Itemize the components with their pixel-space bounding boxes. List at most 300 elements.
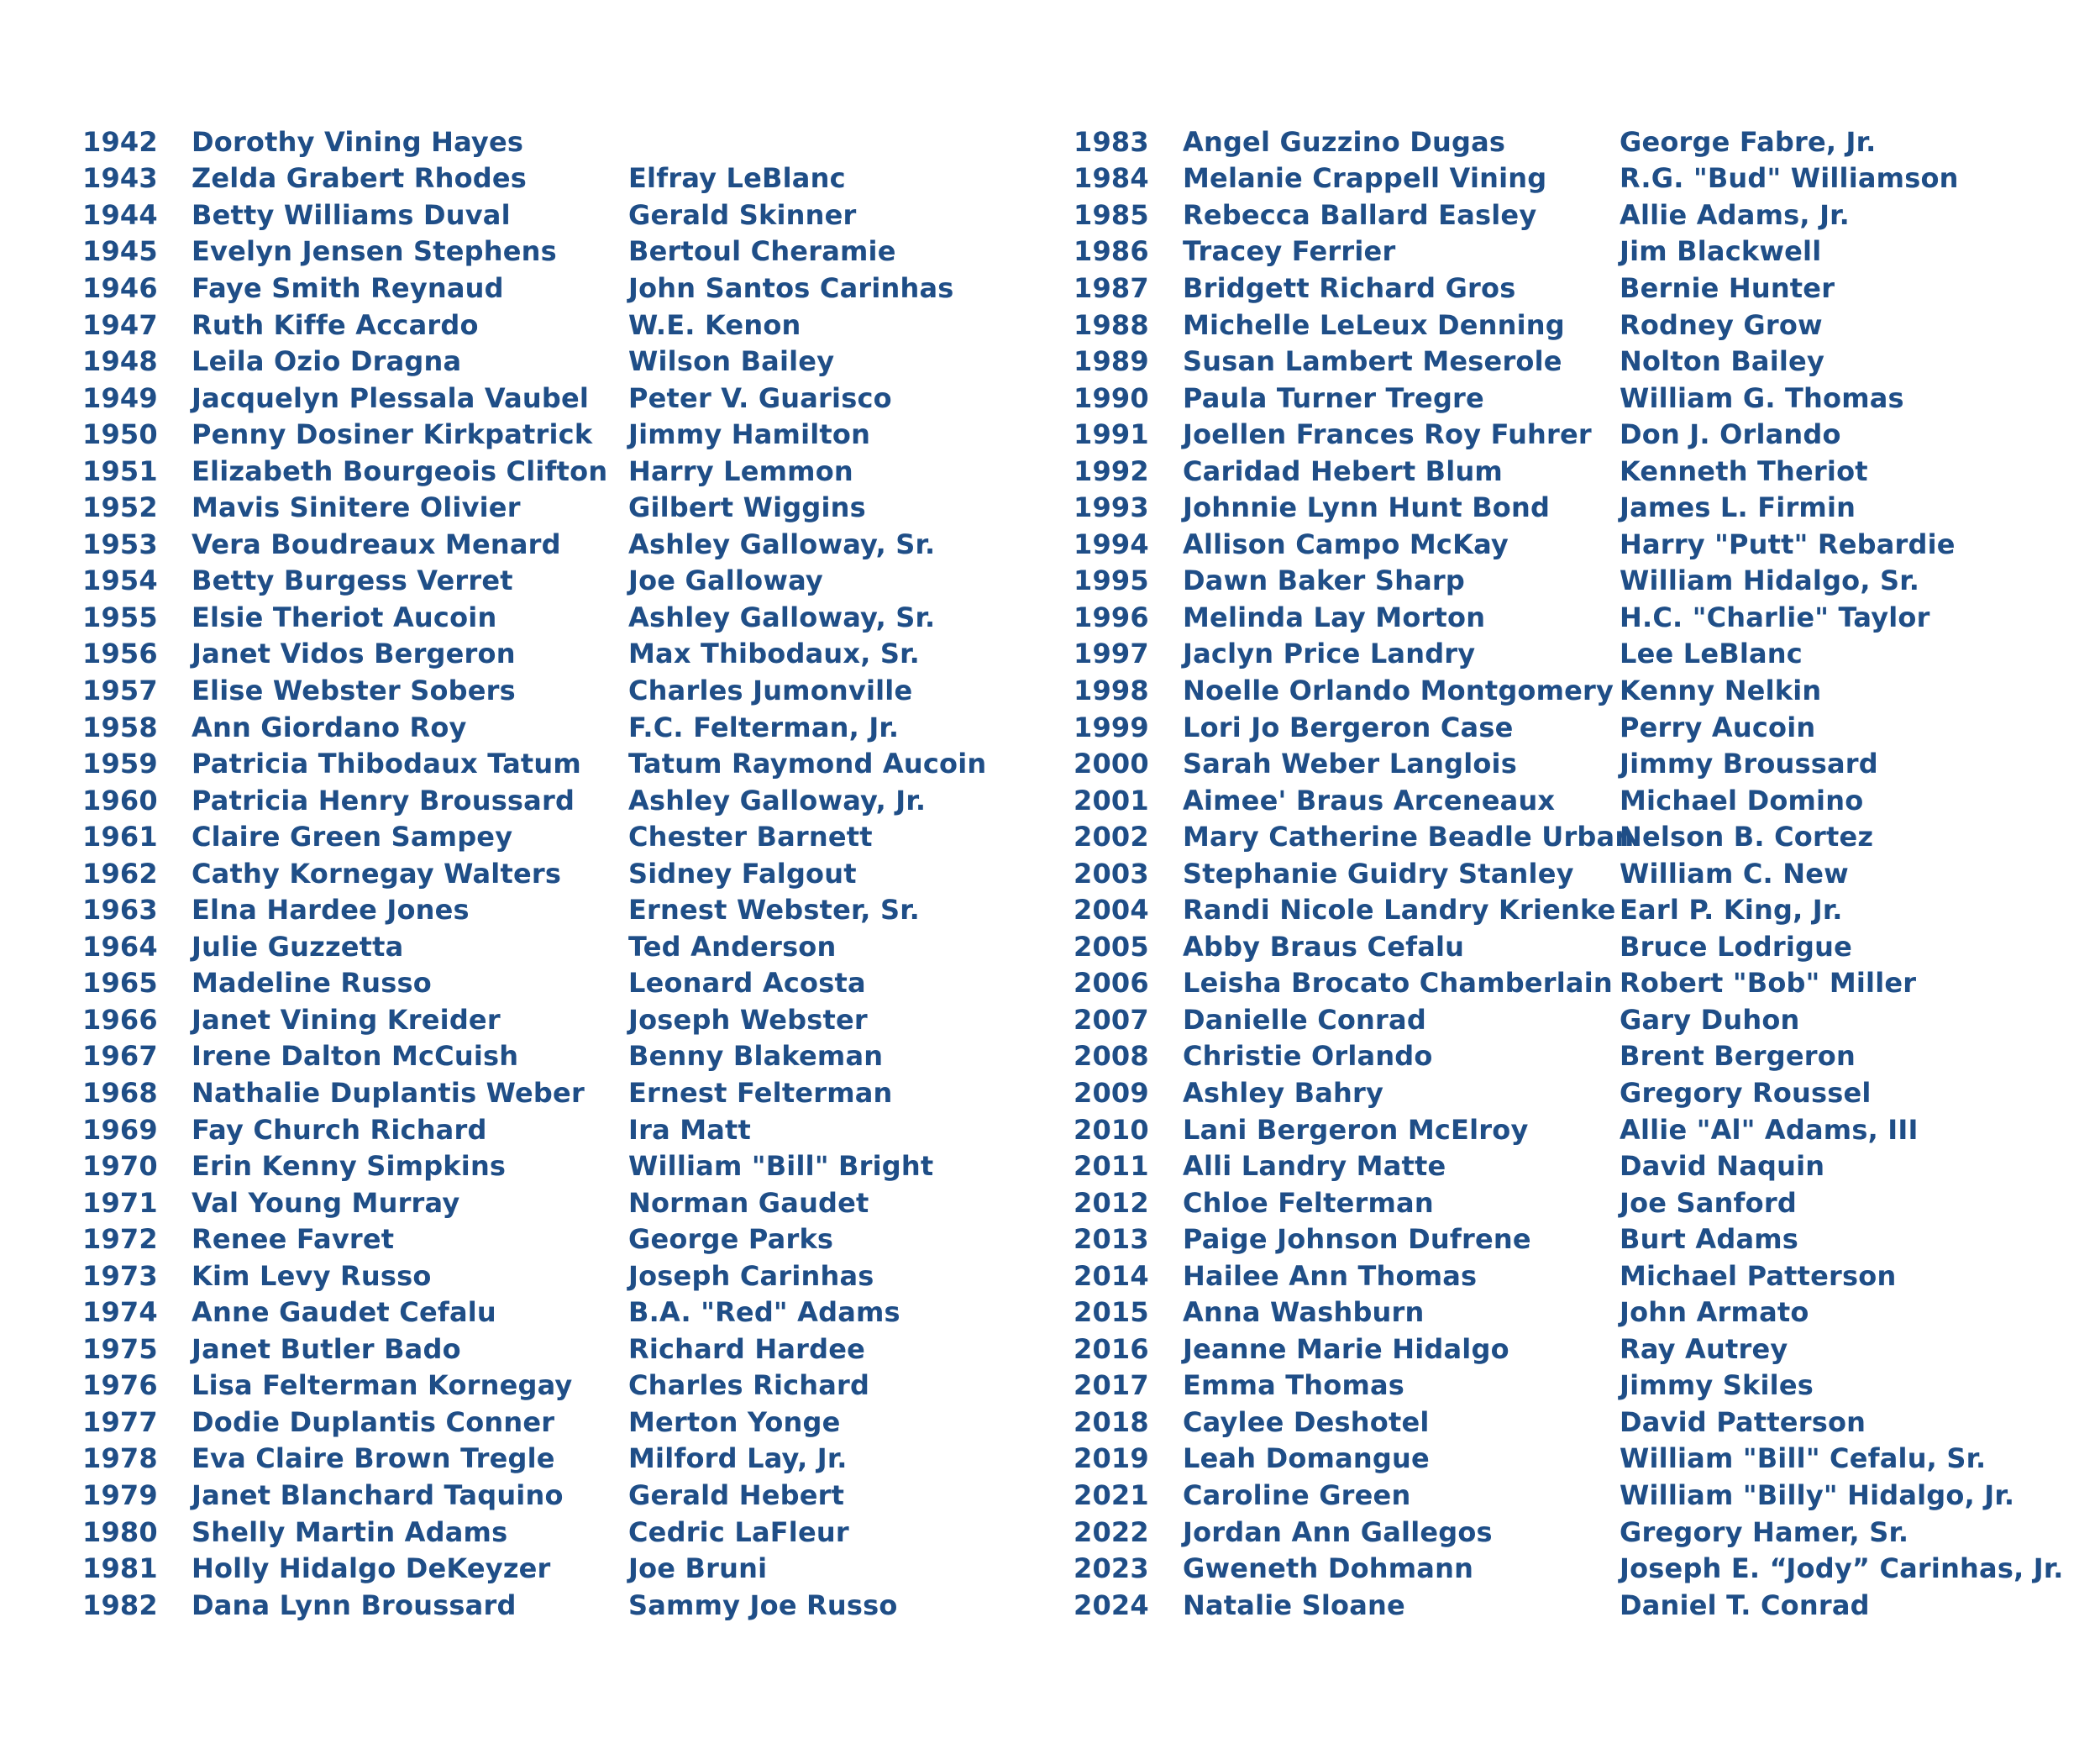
list-item (82, 1147, 1090, 1184)
king-name: Norman Gaudet (628, 1186, 869, 1219)
list-item (82, 1441, 1090, 1478)
queen-name: Shelly Martin Adams (192, 1515, 508, 1548)
king-name: Benny Blakeman (628, 1040, 884, 1073)
list-item (82, 563, 1090, 600)
king-name: Burt Adams (1620, 1223, 1799, 1256)
king-name: Ernest Felterman (628, 1076, 893, 1109)
list-item (82, 1331, 1090, 1368)
year-cell: 1952 (82, 491, 158, 524)
king-name: Wilson Bailey (628, 345, 835, 378)
year-cell: 1950 (82, 418, 158, 451)
year-cell: 1995 (1074, 564, 1149, 597)
list-item (82, 855, 1090, 892)
queen-name: Christie Orlando (1183, 1040, 1433, 1073)
year-cell: 1981 (82, 1552, 158, 1585)
queen-name: Tracey Ferrier (1183, 235, 1396, 268)
list-item (82, 965, 1090, 1002)
queen-name: Irene Dalton McCuish (192, 1040, 519, 1073)
year-cell: 1949 (82, 381, 158, 414)
list-item (1074, 1221, 2082, 1258)
king-name: Gregory Hamer, Sr. (1620, 1515, 1909, 1548)
queen-name: Elsie Theriot Aucoin (192, 601, 497, 633)
king-name: Ted Anderson (628, 930, 837, 963)
king-name: Kenneth Theriot (1620, 454, 1868, 487)
year-cell: 1983 (1074, 125, 1149, 158)
list-item (1074, 160, 2082, 197)
year-cell: 2019 (1074, 1442, 1149, 1475)
year-cell: 1960 (82, 784, 158, 816)
year-cell: 1968 (82, 1076, 158, 1109)
queen-name: Ashley Bahry (1183, 1076, 1384, 1109)
queen-name: Michelle LeLeux Denning (1183, 308, 1565, 341)
queen-name: Danielle Conrad (1183, 1003, 1426, 1036)
queen-name: Natalie Sloane (1183, 1588, 1405, 1621)
list-item (82, 380, 1090, 417)
queen-name: Alli Landry Matte (1183, 1150, 1446, 1183)
year-cell: 1979 (82, 1479, 158, 1511)
list-item (1074, 1514, 2082, 1551)
year-cell: 2012 (1074, 1186, 1149, 1219)
year-cell: 1973 (82, 1259, 158, 1292)
queen-name: Emma Thomas (1183, 1369, 1405, 1402)
list-item (82, 160, 1090, 197)
king-name: Ashley Galloway, Sr. (628, 601, 936, 633)
queen-name: Sarah Weber Langlois (1183, 748, 1517, 780)
list-item (82, 709, 1090, 746)
list-item (82, 745, 1090, 782)
queen-name: Cathy Kornegay Walters (192, 857, 562, 890)
list-item (82, 234, 1090, 270)
list-item (82, 1111, 1090, 1148)
list-item (1074, 599, 2082, 636)
queen-name: Angel Guzzino Dugas (1183, 125, 1506, 158)
list-item (1074, 526, 2082, 563)
list-item (1074, 891, 2082, 928)
king-name: David Naquin (1620, 1150, 1825, 1183)
king-name: Perry Aucoin (1620, 711, 1816, 743)
king-name: Harry "Putt" Rebardie (1620, 528, 1956, 560)
list-item (82, 453, 1090, 490)
year-cell: 1986 (1074, 235, 1149, 268)
list-item (82, 307, 1090, 344)
list-item (1074, 1368, 2082, 1405)
year-cell: 1963 (82, 894, 158, 927)
list-item (82, 123, 1090, 160)
king-name: Charles Richard (628, 1369, 870, 1402)
king-name: Allie "Al" Adams, III (1620, 1113, 1919, 1146)
king-name: W.E. Kenon (628, 308, 801, 341)
king-name: Bruce Lodrigue (1620, 930, 1852, 963)
king-name: Peter V. Guarisco (628, 381, 892, 414)
list-item (1074, 782, 2082, 819)
queen-name: Jeanne Marie Hidalgo (1183, 1332, 1509, 1365)
list-item (82, 599, 1090, 636)
king-name: Jimmy Skiles (1620, 1369, 1814, 1402)
queen-name: Jordan Ann Gallegos (1183, 1515, 1493, 1548)
year-cell: 1978 (82, 1442, 158, 1475)
year-cell: 1976 (82, 1369, 158, 1402)
list-item (1074, 1001, 2082, 1038)
list-item (1074, 1404, 2082, 1441)
list-item (1074, 343, 2082, 380)
year-cell: 2006 (1074, 967, 1149, 1000)
year-cell: 1998 (1074, 674, 1149, 706)
year-cell: 2005 (1074, 930, 1149, 963)
right-year-list (1074, 123, 2082, 1623)
year-cell: 2007 (1074, 1003, 1149, 1036)
year-cell: 2018 (1074, 1405, 1149, 1438)
year-cell: 1994 (1074, 528, 1149, 560)
year-cell: 1970 (82, 1150, 158, 1183)
left-year-list (82, 123, 1090, 1623)
year-cell: 1969 (82, 1113, 158, 1146)
list-item (82, 782, 1090, 819)
king-name: Charles Jumonville (628, 674, 913, 706)
king-name: William "Bill" Cefalu, Sr. (1620, 1442, 1987, 1475)
queen-name: Allison Campo McKay (1183, 528, 1509, 560)
king-name: Jimmy Broussard (1620, 748, 1878, 780)
queen-name: Mavis Sinitere Olivier (192, 491, 521, 524)
list-item (82, 526, 1090, 563)
list-item (1074, 453, 2082, 490)
year-cell: 2000 (1074, 748, 1149, 780)
list-item (82, 1184, 1090, 1221)
king-name: Milford Lay, Jr. (628, 1442, 848, 1475)
king-name: Nolton Bailey (1620, 345, 1825, 378)
queen-name: Patricia Henry Broussard (192, 784, 575, 816)
list-item (1074, 1038, 2082, 1075)
king-name: Ira Matt (628, 1113, 752, 1146)
king-name: Joseph E. “Jody” Carinhas, Jr. (1620, 1552, 2064, 1585)
year-cell: 1965 (82, 967, 158, 1000)
queen-name: Lisa Felterman Kornegay (192, 1369, 573, 1402)
list-item (82, 818, 1090, 855)
list-item (1074, 380, 2082, 417)
year-cell: 1984 (1074, 162, 1149, 195)
king-name: William Hidalgo, Sr. (1620, 564, 1920, 597)
king-name: Nelson B. Cortez (1620, 821, 1874, 853)
king-name: Leonard Acosta (628, 967, 866, 1000)
queen-name: Holly Hidalgo DeKeyzer (192, 1552, 551, 1585)
list-item (82, 891, 1090, 928)
king-name: Elfray LeBlanc (628, 162, 846, 195)
year-cell: 1959 (82, 748, 158, 780)
king-name: Sidney Falgout (628, 857, 857, 890)
king-name: James L. Firmin (1620, 491, 1856, 524)
list-item (82, 1404, 1090, 1441)
year-cell: 1977 (82, 1405, 158, 1438)
king-name: William G. Thomas (1620, 381, 1904, 414)
year-cell: 2016 (1074, 1332, 1149, 1365)
year-cell: 1967 (82, 1040, 158, 1073)
list-item (82, 489, 1090, 526)
list-item (82, 1001, 1090, 1038)
queen-name: Janet Vining Kreider (192, 1003, 501, 1036)
king-name: Richard Hardee (628, 1332, 866, 1365)
year-cell: 2001 (1074, 784, 1149, 816)
year-cell: 1985 (1074, 198, 1149, 231)
queen-name: Julie Guzzetta (192, 930, 404, 963)
list-item (1074, 123, 2082, 160)
queen-name: Erin Kenny Simpkins (192, 1150, 507, 1183)
year-cell: 1971 (82, 1186, 158, 1219)
list-item (1074, 197, 2082, 234)
year-cell: 1944 (82, 198, 158, 231)
list-item (1074, 1074, 2082, 1111)
year-cell: 1958 (82, 711, 158, 743)
year-cell: 1989 (1074, 345, 1149, 378)
list-item (82, 1550, 1090, 1587)
king-name: Gerald Skinner (628, 198, 857, 231)
king-name: Gilbert Wiggins (628, 491, 866, 524)
king-name: Lee LeBlanc (1620, 638, 1803, 670)
queen-name: Elizabeth Bourgeois Clifton (192, 454, 608, 487)
king-name: Jim Blackwell (1620, 235, 1822, 268)
king-name: Joe Bruni (628, 1552, 768, 1585)
year-cell: 1972 (82, 1223, 158, 1256)
queen-name: Melanie Crappell Vining (1183, 162, 1547, 195)
queen-name: Abby Braus Cefalu (1183, 930, 1465, 963)
queen-name: Rebecca Ballard Easley (1183, 198, 1537, 231)
year-cell: 1946 (82, 271, 158, 304)
queen-name: Vera Boudreaux Menard (192, 528, 561, 560)
list-item (1074, 1258, 2082, 1294)
king-name: John Santos Carinhas (628, 271, 954, 304)
queen-name: Leila Ozio Dragna (192, 345, 462, 378)
king-name: William C. New (1620, 857, 1849, 890)
list-item (82, 1368, 1090, 1405)
king-name: Gary Duhon (1620, 1003, 1800, 1036)
queen-name: Elise Webster Sobers (192, 674, 516, 706)
king-name: Joseph Carinhas (628, 1259, 874, 1292)
king-name: Merton Yonge (628, 1405, 841, 1438)
year-cell: 2017 (1074, 1369, 1149, 1402)
year-cell: 1990 (1074, 381, 1149, 414)
king-name: Ashley Galloway, Jr. (628, 784, 927, 816)
list-item (82, 270, 1090, 307)
queen-name: Evelyn Jensen Stephens (192, 235, 557, 268)
list-item (1074, 928, 2082, 965)
year-cell: 2024 (1074, 1588, 1149, 1621)
list-item (1074, 965, 2082, 1002)
king-name: Robert "Bob" Miller (1620, 967, 1917, 1000)
queen-name: Caridad Hebert Blum (1183, 454, 1503, 487)
queen-name: Janet Vidos Bergeron (192, 638, 516, 670)
list-item (1074, 672, 2082, 709)
year-cell: 1948 (82, 345, 158, 378)
list-item (1074, 416, 2082, 453)
list-item (1074, 818, 2082, 855)
king-name: Sammy Joe Russo (628, 1588, 898, 1621)
king-name: Kenny Nelkin (1620, 674, 1822, 706)
queen-name: Leah Domangue (1183, 1442, 1430, 1475)
list-item (1074, 1184, 2082, 1221)
year-cell: 2014 (1074, 1259, 1149, 1292)
list-item (82, 636, 1090, 673)
king-name: Bertoul Cheramie (628, 235, 896, 268)
king-name: Ashley Galloway, Sr. (628, 528, 936, 560)
queen-name: Betty Burgess Verret (192, 564, 513, 597)
queen-name: Chloe Felterman (1183, 1186, 1434, 1219)
list-item (1074, 270, 2082, 307)
year-cell: 1947 (82, 308, 158, 341)
list-item (1074, 234, 2082, 270)
year-cell: 2011 (1074, 1150, 1149, 1183)
king-name: Chester Barnett (628, 821, 873, 853)
list-item (82, 1587, 1090, 1624)
queen-name: Anna Washburn (1183, 1296, 1425, 1329)
list-item (1074, 855, 2082, 892)
list-item (1074, 563, 2082, 600)
king-name: Brent Bergeron (1620, 1040, 1856, 1073)
queen-name: Caylee Deshotel (1183, 1405, 1430, 1438)
year-cell: 1957 (82, 674, 158, 706)
year-cell: 2021 (1074, 1479, 1149, 1511)
list-item (1074, 1294, 2082, 1331)
king-name: Gregory Roussel (1620, 1076, 1872, 1109)
queen-name: Patricia Thibodaux Tatum (192, 748, 581, 780)
year-cell: 1943 (82, 162, 158, 195)
queen-name: Johnnie Lynn Hunt Bond (1183, 491, 1551, 524)
queen-name: Janet Butler Bado (192, 1332, 461, 1365)
king-name: Daniel T. Conrad (1620, 1588, 1870, 1621)
year-cell: 1993 (1074, 491, 1149, 524)
list-item (82, 416, 1090, 453)
year-cell: 2002 (1074, 821, 1149, 853)
queen-name: Madeline Russo (192, 967, 432, 1000)
queen-name: Claire Green Sampey (192, 821, 513, 853)
list-item (82, 1514, 1090, 1551)
king-name: Michael Patterson (1620, 1259, 1897, 1292)
queen-name: Stephanie Guidry Stanley (1183, 857, 1574, 890)
king-name: William "Bill" Bright (628, 1150, 934, 1183)
list-item (82, 1074, 1090, 1111)
list-item (82, 1477, 1090, 1514)
year-cell: 1991 (1074, 418, 1149, 451)
queen-name: Aimee' Braus Arceneaux (1183, 784, 1556, 816)
queen-name: Janet Blanchard Taquino (192, 1479, 564, 1511)
queen-name: Dodie Duplantis Conner (192, 1405, 555, 1438)
list-item (1074, 636, 2082, 673)
year-cell: 2015 (1074, 1296, 1149, 1329)
queen-name: Noelle Orlando Montgomery (1183, 674, 1614, 706)
king-name: Tatum Raymond Aucoin (628, 748, 987, 780)
year-cell: 1951 (82, 454, 158, 487)
queen-name: Gweneth Dohmann (1183, 1552, 1474, 1585)
list-item (1074, 1587, 2082, 1624)
year-cell: 1942 (82, 125, 158, 158)
list-item (82, 672, 1090, 709)
list-item (82, 343, 1090, 380)
queen-name: Jaclyn Price Landry (1183, 638, 1476, 670)
year-cell: 1964 (82, 930, 158, 963)
queen-name: Lani Bergeron McElroy (1183, 1113, 1529, 1146)
queen-name: Eva Claire Brown Tregle (192, 1442, 555, 1475)
list-item (1074, 1477, 2082, 1514)
year-cell: 1954 (82, 564, 158, 597)
list-item (1074, 709, 2082, 746)
king-name: Cedric LaFleur (628, 1515, 849, 1548)
year-cell: 1975 (82, 1332, 158, 1365)
year-cell: 1988 (1074, 308, 1149, 341)
king-name: John Armato (1620, 1296, 1809, 1329)
king-name: H.C. "Charlie" Taylor (1620, 601, 1930, 633)
king-name: Jimmy Hamilton (628, 418, 871, 451)
king-name: Harry Lemmon (628, 454, 853, 487)
king-name: R.G. "Bud" Williamson (1620, 162, 1959, 195)
queen-name: Hailee Ann Thomas (1183, 1259, 1478, 1292)
year-cell: 2004 (1074, 894, 1149, 927)
year-cell: 1961 (82, 821, 158, 853)
queen-name: Renee Favret (192, 1223, 395, 1256)
king-name: Gerald Hebert (628, 1479, 845, 1511)
queen-name: Elna Hardee Jones (192, 894, 470, 927)
list-item (1074, 489, 2082, 526)
queen-name: Caroline Green (1183, 1479, 1411, 1511)
year-cell: 2010 (1074, 1113, 1149, 1146)
year-cell: 1966 (82, 1003, 158, 1036)
list-item (82, 1294, 1090, 1331)
queen-name: Paula Turner Tregre (1183, 381, 1484, 414)
year-cell: 1953 (82, 528, 158, 560)
queen-name: Dana Lynn Broussard (192, 1588, 517, 1621)
year-cell: 2008 (1074, 1040, 1149, 1073)
queen-name: Melinda Lay Morton (1183, 601, 1486, 633)
list-item (82, 1038, 1090, 1075)
year-cell: 1996 (1074, 601, 1149, 633)
queen-name: Jacquelyn Plessala Vaubel (192, 381, 590, 414)
queen-name: Lori Jo Bergeron Case (1183, 711, 1514, 743)
king-name: Ray Autrey (1620, 1332, 1788, 1365)
king-name: Max Thibodaux, Sr. (628, 638, 920, 670)
king-name: Rodney Grow (1620, 308, 1823, 341)
year-cell: 2023 (1074, 1552, 1149, 1585)
queen-name: Anne Gaudet Cefalu (192, 1296, 496, 1329)
year-cell: 1980 (82, 1515, 158, 1548)
year-cell: 2003 (1074, 857, 1149, 890)
queen-name: Randi Nicole Landry Krienke (1183, 894, 1616, 927)
king-name: George Fabre, Jr. (1620, 125, 1877, 158)
king-name: Joe Sanford (1620, 1186, 1797, 1219)
list-item (1074, 1550, 2082, 1587)
list-item (82, 1221, 1090, 1258)
queen-name: Zelda Grabert Rhodes (192, 162, 528, 195)
king-name: David Patterson (1620, 1405, 1866, 1438)
year-cell: 2009 (1074, 1076, 1149, 1109)
king-name: Ernest Webster, Sr. (628, 894, 921, 927)
queen-name: Paige Johnson Dufrene (1183, 1223, 1531, 1256)
king-name: Bernie Hunter (1620, 271, 1835, 304)
queen-name: Leisha Brocato Chamberlain (1183, 967, 1613, 1000)
queen-name: Mary Catherine Beadle Urban (1183, 821, 1635, 853)
list-item (82, 1258, 1090, 1294)
king-name: F.C. Felterman, Jr. (628, 711, 900, 743)
year-cell: 1955 (82, 601, 158, 633)
year-cell: 1956 (82, 638, 158, 670)
list-item (1074, 1147, 2082, 1184)
list-item (1074, 745, 2082, 782)
queen-name: Ann Giordano Roy (192, 711, 467, 743)
year-cell: 2022 (1074, 1515, 1149, 1548)
king-name: B.A. "Red" Adams (628, 1296, 900, 1329)
list-item (82, 928, 1090, 965)
list-item (1074, 1111, 2082, 1148)
king-name: George Parks (628, 1223, 834, 1256)
queen-name: Faye Smith Reynaud (192, 271, 504, 304)
year-cell: 2013 (1074, 1223, 1149, 1256)
queen-name: Susan Lambert Meserole (1183, 345, 1562, 378)
list-item (82, 197, 1090, 234)
